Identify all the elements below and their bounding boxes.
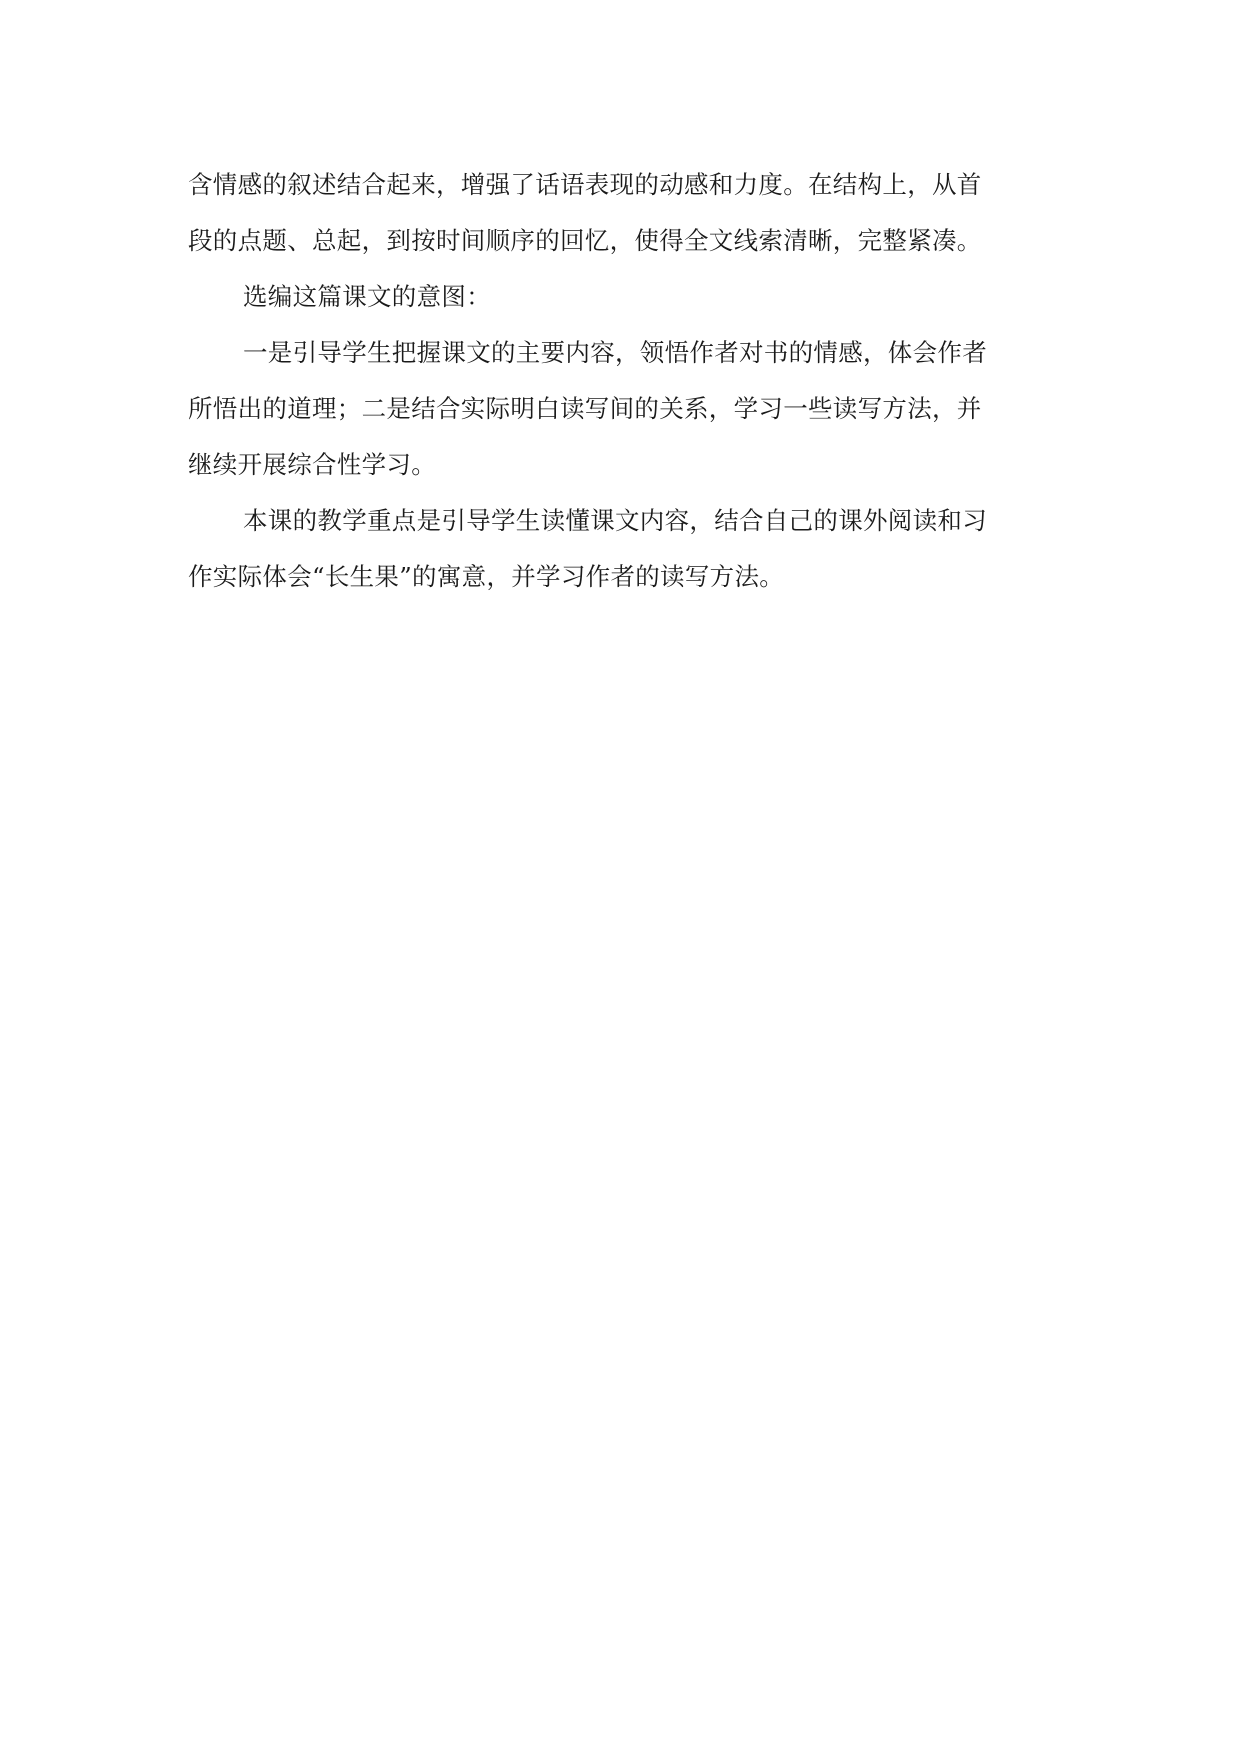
paragraph-continuation: [188, 157, 1060, 269]
paragraph-intent-heading: [188, 269, 1060, 325]
text-line: 段的点题、总起，到按时间顺序的回忆，使得全文线索清晰，完整紧凑。: [188, 226, 982, 255]
text-line: 选编这篇课文的意图：: [243, 282, 491, 311]
document-body: [188, 157, 1060, 605]
text-line: 本课的教学重点是引导学生读懂课文内容，结合自己的课外阅读和习: [243, 506, 987, 535]
text-line: 一是引导学生把握课文的主要内容，领悟作者对书的情感，体会作者: [243, 338, 987, 367]
text-line: 继续开展综合性学习。: [188, 450, 436, 479]
text-line: 作实际体会“长生果”的寓意，并学习作者的读写方法。: [188, 562, 785, 591]
text-line: 含情感的叙述结合起来，增强了话语表现的动感和力度。在结构上，从首: [188, 170, 982, 199]
text-line: 所悟出的道理；二是结合实际明白读写间的关系，学习一些读写方法，并: [188, 394, 982, 423]
paragraph-intent-detail: [188, 325, 1060, 493]
paragraph-teaching-focus: [188, 493, 1060, 605]
